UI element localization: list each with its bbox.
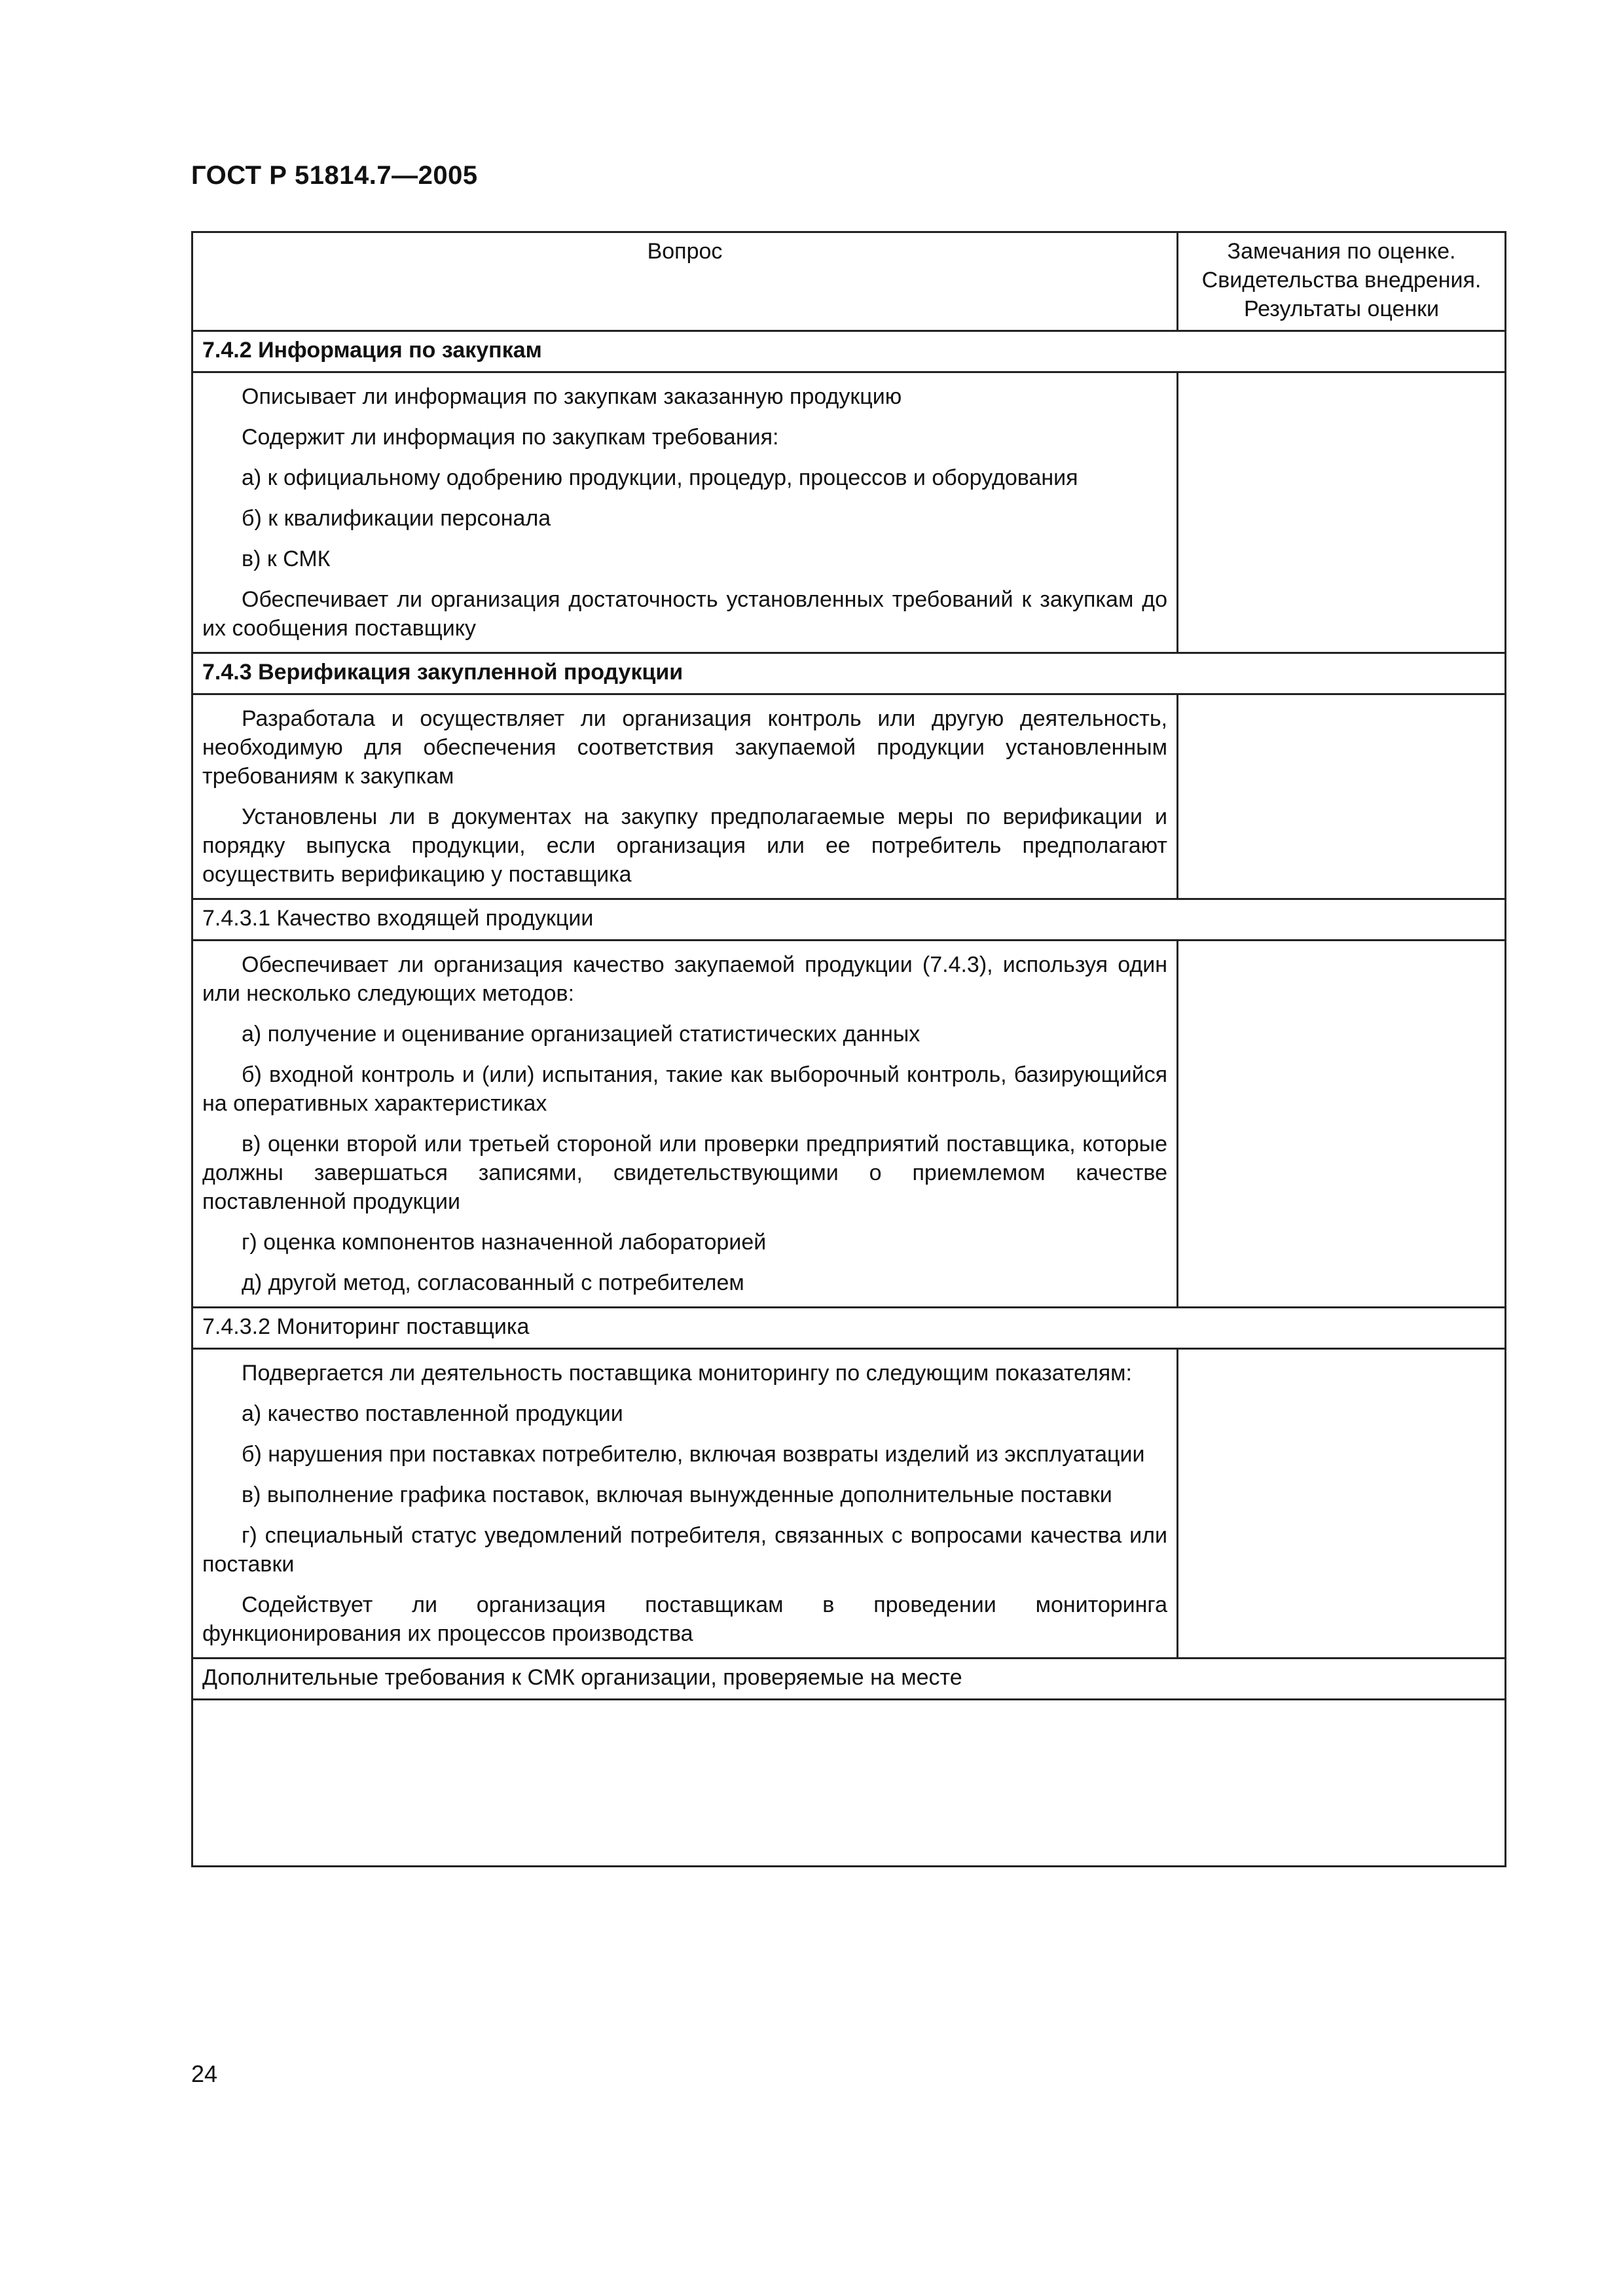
additional-requirements-cell[interactable] (192, 1700, 1506, 1867)
question-row (192, 372, 1506, 653)
question-item: б) нарушения при поставках потребителю, включая возвраты изделий из эксплуатации (242, 1442, 1145, 1467)
additional-requirements-row (192, 1659, 1506, 1700)
question-item: г) специальный статус уведомлений потребителя, связанных с вопросами качества или поставки (202, 1523, 1167, 1577)
question-item: Описывает ли информация по закупкам заказанную продукцию (242, 384, 902, 409)
remarks-cell[interactable] (1178, 941, 1506, 1308)
additional-requirements-heading: Дополнительные требования к СМК организации, проверяемые на месте (192, 1659, 1506, 1700)
question-item: Содержит ли информация по закупкам требования: (242, 425, 779, 450)
question-cell (192, 941, 1178, 1308)
page-number: 24 (191, 2060, 218, 2087)
question-item: Разработала и осуществляет ли организация контроль или другую деятельность, необходимую для обеспечения соответствия закупаемой продукции установленным требованиям к закупкам (202, 706, 1167, 789)
question-cell (192, 694, 1178, 899)
section-heading: 7.4.3 Верификация закупленной продукции (192, 653, 1506, 694)
question-item: в) оценки второй или третьей стороной или проверки предприятий поставщика, которые должны завершаться записями, свидетельствующими о приемлемом качестве поставленной продукции (202, 1132, 1167, 1214)
question-item: Установлены ли в документах на закупку предполагаемые меры по верификации и порядку выпуска продукции, если организация или ее потребитель предполагают осуществить верификацию у поставщика (202, 804, 1167, 887)
subsection-heading: 7.4.3.2 Мониторинг поставщика (192, 1308, 1506, 1349)
question-item: б) к квалификации персонала (242, 506, 551, 531)
question-item: Подвергается ли деятельность поставщика мониторингу по следующим показателям: (242, 1361, 1132, 1386)
subsection-heading: 7.4.3.1 Качество входящей продукции (192, 899, 1506, 941)
remarks-cell[interactable] (1178, 372, 1506, 653)
column-header-remarks (1178, 232, 1506, 331)
question-row (192, 941, 1506, 1308)
section-heading-row (192, 653, 1506, 694)
question-item: в) к СМК (242, 547, 331, 571)
question-cell (192, 372, 1178, 653)
subsection-heading-row (192, 899, 1506, 941)
remarks-cell[interactable] (1178, 1349, 1506, 1659)
question-item: д) другой метод, согласованный с потребителем (242, 1270, 744, 1295)
document-header: ГОСТ Р 51814.7—2005 (191, 161, 478, 190)
question-row (192, 694, 1506, 899)
question-row (192, 1349, 1506, 1659)
question-item: Обеспечивает ли организация качество закупаемой продукции (7.4.3), используя один или несколько следующих методов: (202, 952, 1167, 1006)
subsection-heading-row (192, 1308, 1506, 1349)
section-heading-row (192, 331, 1506, 372)
audit-checklist-table (191, 231, 1506, 1867)
question-cell (192, 1349, 1178, 1659)
question-item: а) получение и оценивание организацией статистических данных (242, 1022, 921, 1047)
remarks-header-line: Результаты оценки (1243, 296, 1440, 321)
column-header-question: Вопрос (192, 232, 1178, 331)
remarks-header-line: Свидетельства внедрения. (1201, 268, 1482, 293)
section-heading: 7.4.2 Информация по закупкам (192, 331, 1506, 372)
additional-requirements-blank-row (192, 1700, 1506, 1867)
question-item: а) к официальному одобрению продукции, процедур, процессов и оборудования (242, 465, 1078, 490)
question-item: Содействует ли организация поставщикам в проведении мониторинга функционирования их процессов производства (202, 1592, 1167, 1646)
remarks-cell[interactable] (1178, 694, 1506, 899)
remarks-header-line: Замечания по оценке. (1227, 239, 1456, 264)
question-item: г) оценка компонентов назначенной лабораторией (242, 1230, 767, 1255)
question-item: в) выполнение графика поставок, включая вынужденные дополнительные поставки (242, 1482, 1112, 1507)
table-header-row (192, 232, 1506, 331)
question-item: б) входной контроль и (или) испытания, такие как выборочный контроль, базирующийся на оперативных характеристиках (202, 1062, 1167, 1116)
question-item: а) качество поставленной продукции (242, 1401, 623, 1426)
question-item: Обеспечивает ли организация достаточность установленных требований к закупкам до их сообщения поставщику (202, 587, 1167, 641)
